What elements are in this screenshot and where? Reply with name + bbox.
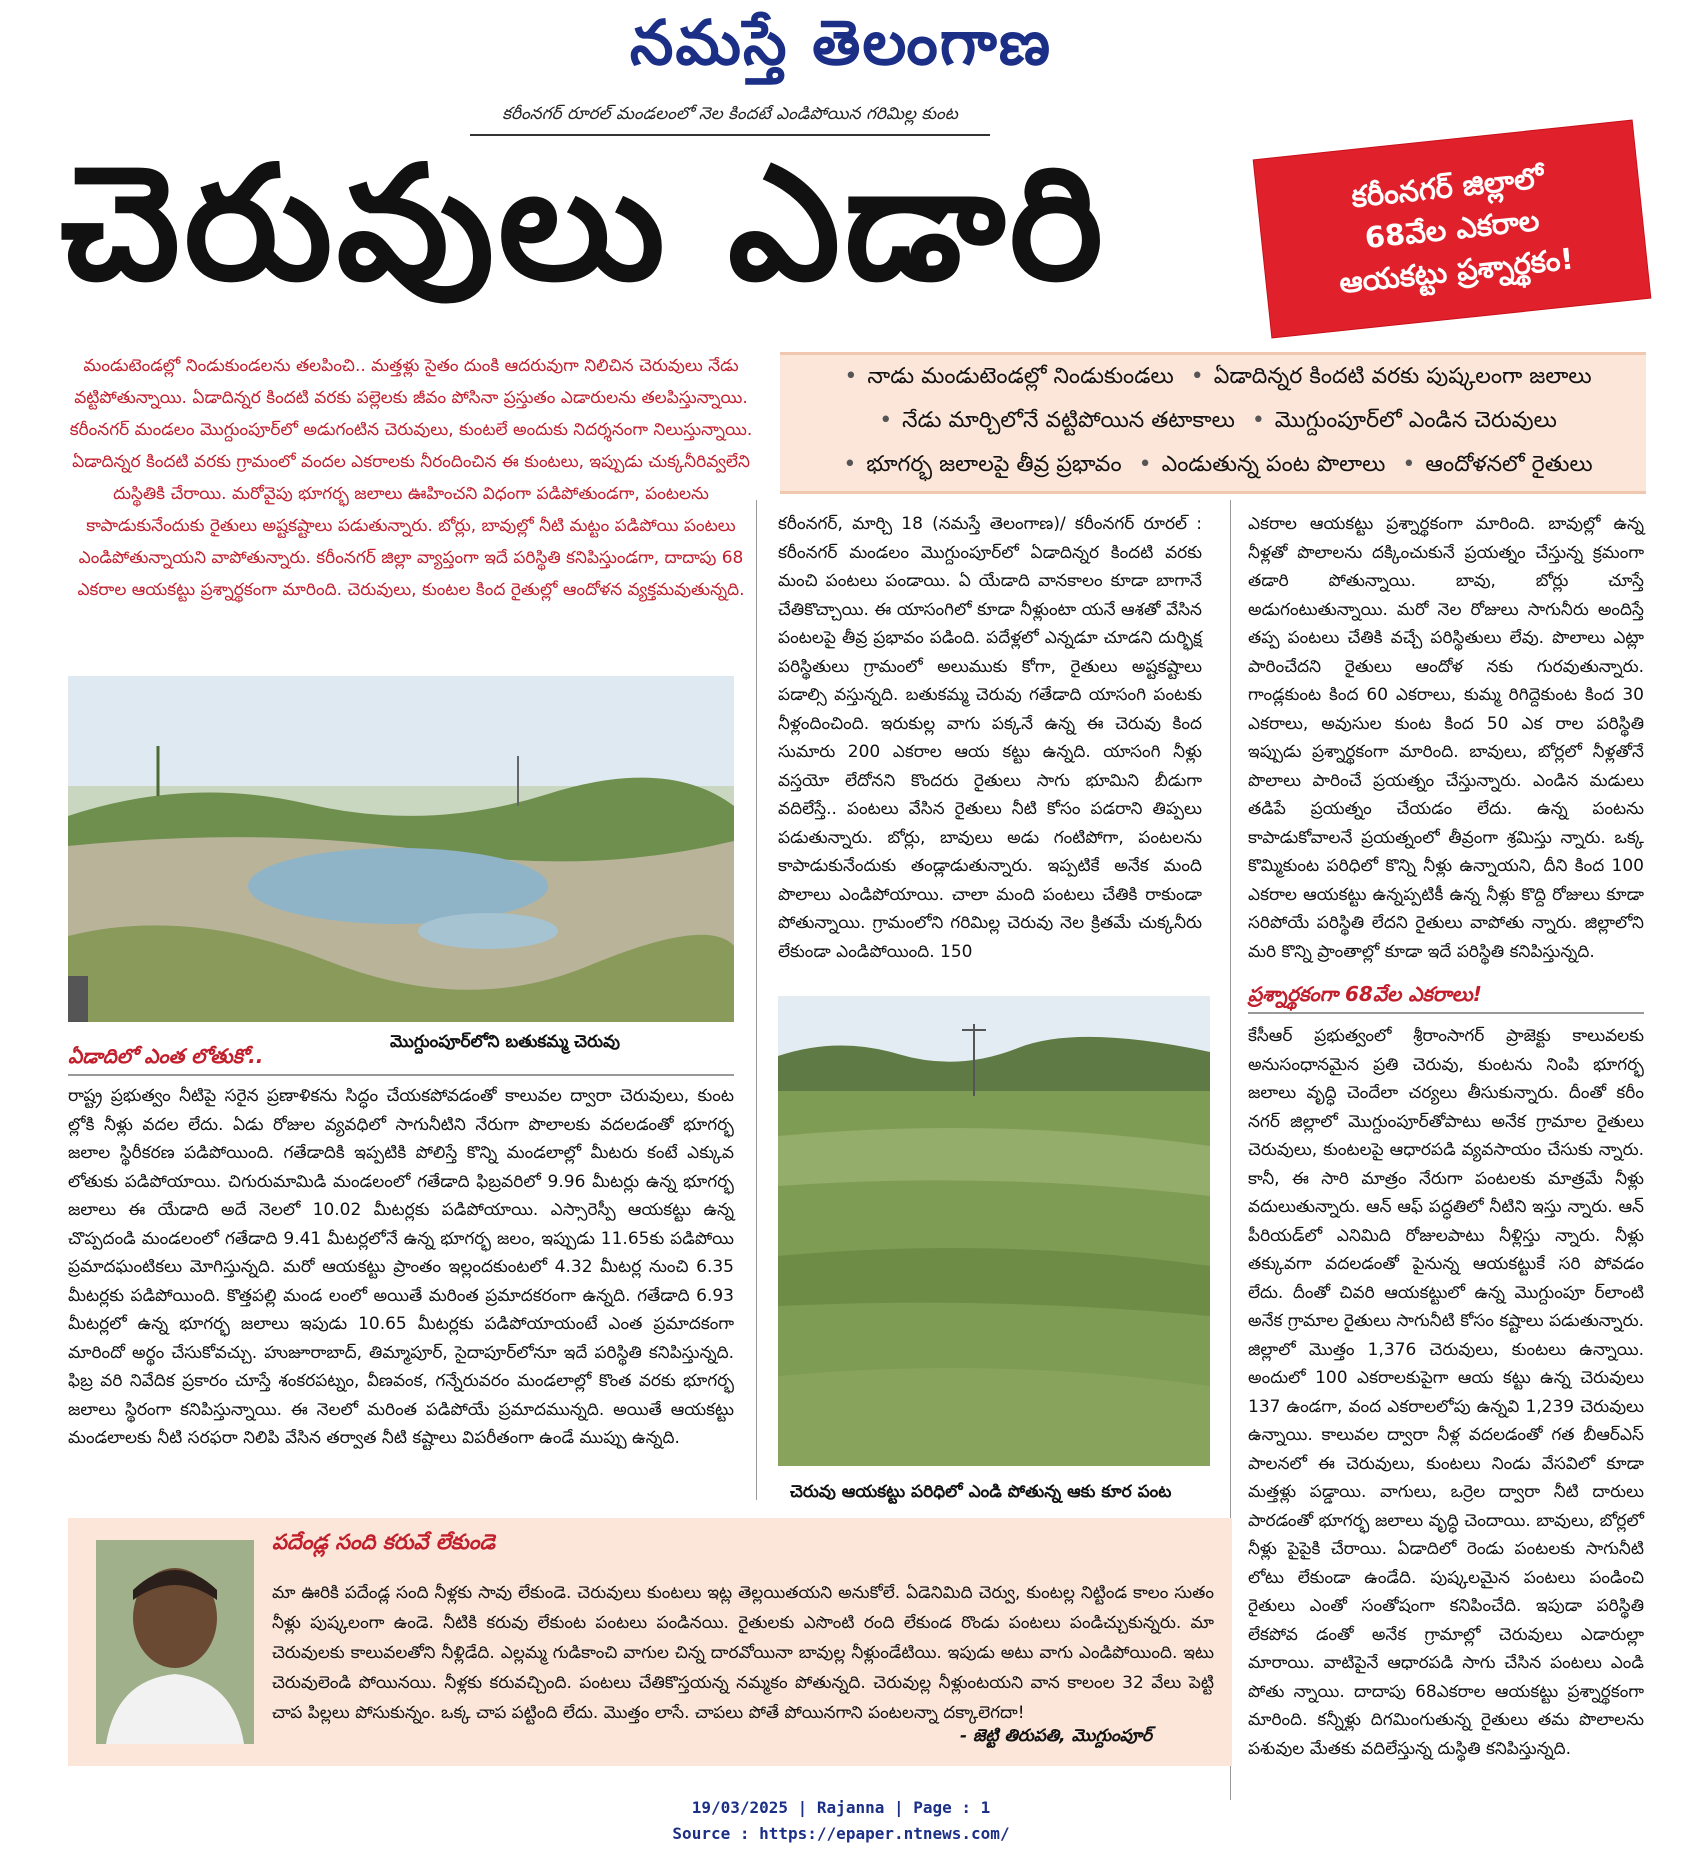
bullet-row-2: • నేడు మార్చిలోనే వట్టిపోయిన తటాకాలు • మొగ్దుంపూర్‌లో ఎండిన చెరువులు bbox=[879, 408, 1557, 433]
bullet-item: నేడు మార్చిలోనే వట్టిపోయిన తటాకాలు bbox=[902, 408, 1235, 433]
quote-signature: - జెట్టి తిరుపతి, మొగ్దుంపూర్ bbox=[960, 1726, 1153, 1746]
bullet-box bbox=[780, 352, 1646, 494]
middle-column-text: కరీంనగర్, మార్చి 18 (నమస్తే తెలంగాణ)/ కరీంనగర్ రూరల్ : కరీంనగర్ మండలం మొగ్దుంపూర్‌లో ఏడాదిన్నర కిందటి వరకు మంచి పంటలు పండాయి. ఏ యేడాది వానకాలం కూడా బాగానే చేతికొచ్చాయి. ఈ యాసంగిలో కూడా నీళ్లుంటా యనే ఆశతో వేసిన పంటలపై తీవ్ర ప్రభావం పడింది. పదేళ్లలో ఎన్నడూ చూడని దుర్భిక్ష పరిస్థితులు గ్రామంలో అలుముకు కోగా, రైతులు అష్టకష్టాలు పడాల్సి వస్తున్నది. బతుకమ్మ చెరువు గతేడాది యాసంగి పంటకు నీళ్లందించింది. ఇరుకుల్ల వాగు పక్కనే ఉన్న ఈ చెరువు కింద సుమారు 200 ఎకరాల ఆయ కట్టు ఉన్నది. యాసంగి నీళ్లు వస్తయో లేదోనని కొందరు రైతులు సాగు భూమిని బీడుగా వదిలేస్తే.. పంటలు వేసిన రైతులు నీటి కోసం పడరాని తిప్పలు పడుతున్నారు. బోర్లు, బావులు అడు గంటిపోగా, పంటలను కాపాడుకునేందుకు తండ్లాడుతున్నారు. ఇప్పటికే అనేక మంది పొలాలు ఎండిపోయాయి. చాలా మంది పంటలు చేతికి రాకుండా పోతున్నాయి. గ్రామంలోని గరిమిల్ల చెరువు నెల క్రితమే చుక్కనీరు లేకుండా ఎండిపోయింది. 150 bbox=[778, 514, 1202, 962]
bullet-item: ఏడాదిన్నర కిందటి వరకు పుష్కలంగా జలాలు bbox=[1213, 364, 1592, 389]
column-divider bbox=[756, 500, 757, 1500]
kicker-line: కరీంనగర్ రూరల్ మండలంలో నెల కిందటే ఎండిపోయిన గరిమిల్ల కుంట bbox=[470, 104, 990, 136]
bullet-item: ఆందోళనలో రైతులు bbox=[1425, 452, 1593, 477]
field-photo-caption: చెరువు ఆయకట్టు పరిధిలో ఎండి పోతున్న ఆకు కూర పంట bbox=[790, 1482, 1172, 1502]
bullet-item: మొగ్దుంపూర్‌లో ఎండిన చెరువులు bbox=[1274, 408, 1557, 433]
footer-date-line: 19/03/2025 | Rajanna | Page : 1 bbox=[691, 1798, 991, 1817]
quote-title: పదేండ్ల సంది కరువే లేకుండె bbox=[272, 1530, 496, 1554]
highlight-line-1: కరీంనగర్ జిల్లాలో bbox=[1349, 160, 1546, 215]
bullet-row-3: • భూగర్భ జలాలపై తీవ్ర ప్రభావం • ఎండుతున్న పంట పొలాలు • ఆందోళనలో రైతులు bbox=[843, 452, 1593, 477]
bullet-item: ఎండుతున్న పంట పొలాలు bbox=[1161, 452, 1386, 477]
highlight-line-3: ఆయకట్టు ప్రశ్నార్థకం! bbox=[1337, 241, 1576, 300]
pond-photo-image bbox=[68, 676, 734, 1022]
right-subheading: ప్రశ్నార్థకంగా 68వేల ఎకరాలు! bbox=[1248, 982, 1482, 1006]
field-photo bbox=[778, 996, 1210, 1466]
highlight-box bbox=[1254, 121, 1651, 338]
field-photo-image bbox=[778, 996, 1210, 1466]
bullet-item: నాడు మండుటెండల్లో నిండుకుండలు bbox=[867, 364, 1174, 389]
left-subheading: ఏడాదిలో ఎంత లోతుకో.. bbox=[68, 1044, 264, 1068]
pond-photo-caption: మొగ్దుంపూర్‌లోని బతుకమ్మ చెరువు bbox=[390, 1032, 621, 1052]
right-column-text-bottom: కేసీఆర్ ప్రభుత్వంలో శ్రీరాంసాగర్ ప్రాజెక్టు కాలువలకు అనుసంధానమైన ప్రతి చెరువు, కుంటను నింపి భూగర్భ జలాలు వృద్ధి చెందేలా చర్యలు తీసుకున్నారు. దీంతో కరీం నగర్ జిల్లాలో మొగ్దుంపూర్‌తోపాటు అనేక గ్రామాల రైతులు చెరువులు, కుంటలపై ఆధారపడి వ్యవసాయం చేసుకు న్నారు. కానీ, ఈ సారి మాత్రం నేరుగా పంటలకు మాత్రమే నీళ్లు వదులుతున్నారు. ఆన్ ఆఫ్ పద్ధతిలో నీటిని ఇస్తు న్నారు. ఆన్ పీరియడ్‌లో ఎనిమిది రోజులపాటు నీళ్లిస్తు న్నారు. నీళ్లు తక్కువగా వదలడంతో పైనున్న ఆయకట్టుకే సరి పోవడం లేదు. దీంతో చివరి ఆయకట్టులో ఉన్న మొగ్దుంపూ ర్‌లాంటి అనేక గ్రామాల రైతులు సాగునీటి కోసం కష్టాలు పడుతున్నారు. జిల్లాలో మొత్తం 1,376 చెరువులు, కుంటలు ఉన్నాయి. అందులో 100 ఎకరాలకుపైగా ఆయ కట్టు ఉన్న చెరువులు 137 ఉండగా, వంద ఎకరాలలోపు ఉన్నవి 1,239 చెరువులు ఉన్నాయి. కాలువల ద్వారా నీళ్ల వదలడంతో గత బీఆర్‌ఎస్ పాలనలో ఈ చెరువులు, కుంటలు నిండు వేసవిలో కూడా మత్తళ్లు పడ్డాయి. వాగులు, ఒర్రెల ద్వారా నీటి దారులు పారడంతో భూగర్భ జలాలు వృద్ధి చెందాయి. బావులు, బోర్లలో నీళ్లు పైపైకి చేరాయి. ఏడాదిలో రెండు పంటలకు సాగునీటి లోటు లేకుండా ఉండేది. పుష్కలమైన పంటలు పండించి రైతులు ఎంతో సంతోషంగా కనిపించేది. ఇపుడా పరిస్థితి లేకపోవ డంతో అనేక గ్రామాల్లో చెరువులు ఎడారుల్లా మారాయి. వాటిపైనే ఆధారపడి సాగు చేసిన పంటలు ఎండి పోతు న్నాయి. దాదాపు 68ఎకరాల ఆయకట్టు ప్రశ్నార్థకంగా మారింది. కన్నీళ్లు దిగమింగుతున్న రైతులు తమ పొలాలను పశువుల మేతకు వదిలేస్తున్న దుస్థితి కనిపిస్తున్నది. bbox=[1248, 1026, 1644, 1759]
lead-paragraph: మండుటెండల్లో నిండుకుండలను తలపించి.. మత్తళ్లు సైతం దుంకి ఆదరువుగా నిలిచిన చెరువులు నేడు వట్టిపోతున్నాయి. ఏడాదిన్నర కిందటి వరకు పల్లెలకు జీవం పోసినా ప్రస్తుతం ఎడారులను తలపిస్తున్నాయి. కరీంనగర్ మండలం మొగ్దుంపూర్‌లో అడుగంటిన చెరువులు, కుంటలే అందుకు నిదర్శనంగా నిలుస్తున్నాయి. ఏడాదిన్నర కిందటి వరకు గ్రామంలో వందల ఎకరాలకు నీరందించిన ఈ కుంటలు, ఇప్పుడు చుక్కనీరివ్వలేని దుస్థితికి చేరాయి. మరోవైపు భూగర్భ జలాలు ఊహించని విధంగా పడిపోతుండగా, పంటలను కాపాడుకునేందుకు రైతులు అష్టకష్టాలు పడుతున్నారు. బోర్లు, బావుల్లో నీటి మట్టం పడిపోయి పంటలు ఎండిపోతున్నాయని వాపోతున్నారు. కరీంనగర్ జిల్లా వ్యాప్తంగా ఇదే పరిస్థితి కనిపిస్తుండగా, దాదాపు 68 ఎకరాల ఆయకట్టు ప్రశ్నార్థకంగా మారింది. చెరువులు, కుంటల కింద రైతుల్లో ఆందోళన వ్యక్తమవుతున్నది. bbox=[69, 356, 753, 600]
newspaper-masthead: నమస్తే తెలంగాణ bbox=[629, 6, 1053, 79]
right-column-text-top: ఎకరాల ఆయకట్టు ప్రశ్నార్థకంగా మారింది. బావుల్లో ఉన్న నీళ్లతో పొలాలను దక్కించుకునే ప్రయత్నం చేస్తున్న క్రమంగా తడారి పోతున్నాయి. బావు, బోర్లు చూస్తే అడుగంటుతున్నాయి. మరో నెల రోజులు సాగునీరు అందిస్తే తప్ప పంటలు చేతికి వచ్చే పరిస్థితులు లేవు. పొలాలు ఎట్లా పారించేదని రైతులు ఆందోళ నకు గురవుతున్నారు. గాండ్లకుంట కింద 60 ఎకరాలు, కుమ్మ రిగిద్దెకుంట కింద 30 ఎకరాలు, అవుసుల కుంట కింద 50 ఎక రాల పరిస్థితి ఇప్పుడు ప్రశ్నార్థకంగా మారింది. బావులు, బోర్లలో నీళ్లతోనే పొలాలు పారించే ప్రయత్నం చేస్తున్నారు. ఎండిన మడులు తడిపే ప్రయత్నం చేయడం లేదు. ఉన్న పంటను కాపాడుకోవాలనే ప్రయత్నంలో తీవ్రంగా శ్రమిస్తు న్నారు. ఒక్క కొమ్మికుంట పరిధిలో కొన్ని నీళ్లు ఉన్నాయని, దీని కింద 100 ఎకరాల ఆయకట్టు ఉన్నప్పటికీ ఉన్న నీళ్లు కొద్ది రోజులు కూడా సరిపోయే పరిస్థితి లేదని రైతులు వాపోతు న్నారు. జిల్లాలోని మరి కొన్ని ప్రాంతాల్లో కూడా ఇదే పరిస్థితి కనిపిస్తున్నది. bbox=[1248, 514, 1644, 962]
pond-photo bbox=[68, 676, 734, 1022]
footer-source-line: Source : https://epaper.ntnews.com/ bbox=[672, 1824, 1010, 1843]
quote-body: మా ఊరికి పదేండ్ల సంది నీళ్లకు సావు లేకుండె. చెరువులు కుంటలు ఇట్ల తెల్లయితయని అనుకోలే. ఏడెనిమిది చెర్వు, కుంటల్ల నిట్టిండ కాలం సుతం నీళ్లు పుష్కలంగా ఉండె. నీటికి కరువు లేకుంట పంటలు పండినయి. రైతులకు ఎసొంటి రంది లేకుండ రొండు పంటలు పండిచ్చుకున్నరు. మా చెరువులకు కాలువలతోని నీళ్లిడేది. ఎల్లమ్మ గుడికాంచి వాగుల చిన్న దారవోయినా బావుల్ల నీళ్లుండేటియి. ఇపుడు అటు వాగు ఎండిపోయింది. ఇటు చెరువులెండి పోయినయి. నీళ్లకు కరువచ్చింది. పంటలు చేతికొస్తయన్న నమ్మకం పోతున్నది. చెరువుల్ల నీళ్లుంటయని వాన కాలంల 32 వేలు పెట్టి చాప పిల్లలు పోసుకున్నం. ఒక్క చాప పట్టింది లేదు. మొత్తం లాసే. చాపలు పోతే పోయినగాని పంటలన్నా దక్కాలెగదా! bbox=[272, 1583, 1214, 1723]
section-divider bbox=[1248, 1012, 1644, 1014]
page-headline: చెరువులు ఎడారి bbox=[60, 132, 1108, 316]
left-column-text: రాష్ట్ర ప్రభుత్వం నీటిపై సరైన ప్రణాళికను సిద్ధం చేయకపోవడంతో కాలువల ద్వారా చెరువులు, కుంట ల్లోకి నీళ్లు వదల లేదు. ఏడు రోజుల వ్యవధిలో సాగునీటిని నేరుగా పొలాలకు వదలడంతో భూగర్భ జలాల స్థిరీకరణ పడిపోయింది. గతేడాదికి ఇప్పటికి పోలిస్తే కొన్ని మండలాల్లో మీటరు కంటే ఎక్కువ లోతుకు పడిపోయాయి. చిగురుమామిడి మండలంలో గతేడాది ఫిబ్రవరిలో 9.96 మీటర్లు ఉన్న భూగర్భ జలాలు ఈ యేడాది అదే నెలలో 10.02 మీటర్లకు పడిపోయాయి. ఎస్సారెస్పీ ఆయకట్టు ఉన్న చొప్పదండి మండలంలో గతేడాది 9.41 మీటర్లలోనే ఉన్న భూగర్భ జలం, ఇప్పుడు 11.65కు పడిపోయి ప్రమాదఘంటికలు మోగిస్తున్నది. మరో ఆయకట్టు ప్రాంతం ఇల్లందకుంటలో 4.32 మీటర్ల నుంచి 6.35 మీటర్లకు పడిపోయింది. కొత్తపల్లి మండ లంలో అయితే మరింత ప్రమాదకరంగా ఉన్నది. గతేడాది 6.93 మీటర్లలో ఉన్న భూగర్భ జలాలు ఇపుడు 10.65 మీటర్లకు పడిపోయాయంటే ఎంత ప్రమాదకంగా మారిందో అర్థం చేసుకోవచ్చు. హుజూరాబాద్, తిమ్మాపూర్, సైదాపూర్‌లోనూ ఇదే పరిస్థితి కనిపిస్తున్నది. ఫిబ్ర వరి నివేదిక ప్రకారం చూస్తే శంకరపట్నం, వీణవంక, గన్నేరువరం మండలాల్లో కొంత వరకు భూగర్భ జలాలు స్థిరంగా కనిపిస్తున్నాయి. ఈ నెలలో మరింత పడిపోయే ప్రమాదమున్నది. అయితే ఆయకట్టు మండలాలకు నీటి సరఫరా నిలిపి వేసిన తర్వాత నీటి కష్టాలు విపరీతంగా ఉండే ముప్పు ఉన్నది. bbox=[68, 1086, 734, 1448]
bullet-item: భూగర్భ జలాలపై తీవ్ర ప్రభావం bbox=[866, 452, 1122, 477]
highlight-line-2: 68వేల ఎకరాల bbox=[1363, 202, 1541, 256]
farmer-portrait-image bbox=[96, 1540, 254, 1744]
section-divider bbox=[68, 1074, 734, 1076]
farmer-portrait bbox=[96, 1540, 254, 1744]
bullet-row-1: • నాడు మండుటెండల్లో నిండుకుండలు • ఏడాదిన్నర కిందటి వరకు పుష్కలంగా జలాలు bbox=[844, 364, 1592, 389]
